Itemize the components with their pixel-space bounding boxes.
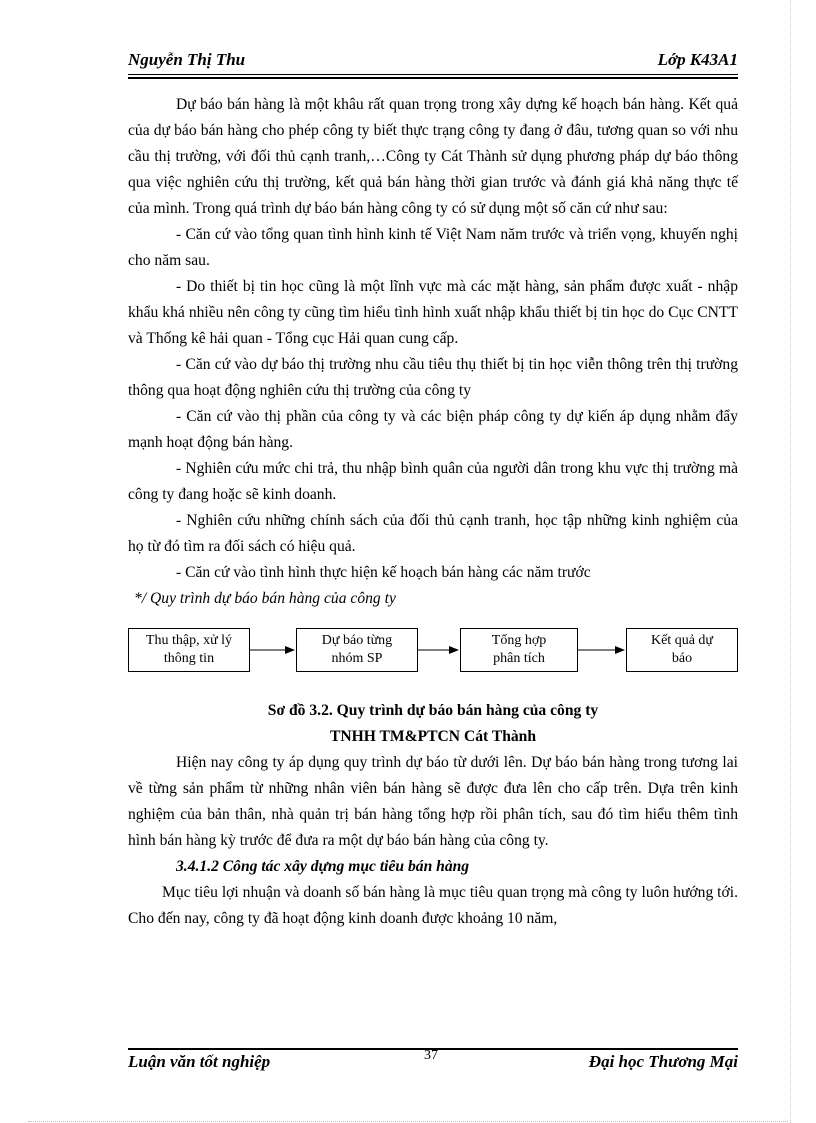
footer-left: Luận văn tốt nghiệp <box>128 1052 271 1071</box>
box-text: Thu thập, xử lý <box>145 633 233 648</box>
list-item: - Nghiên cứu mức chi trả, thu nhập bình quân của người dân trong khu vực thị trường mà công ty đang hoặc sẽ kinh doanh. <box>128 460 738 503</box>
flow-box-analyze <box>460 628 578 672</box>
flow-box-collect <box>128 628 250 672</box>
page-header <box>128 50 738 74</box>
diagram-caption-company: TNHH TM&PTCN Cát Thành <box>329 728 537 745</box>
flow-box-result <box>626 628 738 672</box>
footer-right: Đại học Thương Mại <box>588 1052 738 1071</box>
subheading: */ Quy trình dự báo bán hàng của công ty <box>134 590 396 607</box>
header-rule-thick <box>128 77 738 79</box>
flow-box-forecast <box>296 628 418 672</box>
box-text: phân tích <box>493 651 545 666</box>
box-text: Kết quả dự <box>650 633 713 648</box>
section-heading: 3.4.1.2 Công tác xây dựng mục tiêu bán hàng <box>176 858 470 875</box>
header-rule <box>128 74 738 75</box>
process-diagram <box>128 618 738 690</box>
box-text: Tổng hợp <box>491 633 547 648</box>
paragraph: Dự báo bán hàng là một khâu rất quan trọng trong xây dựng kế hoạch bán hàng. Kết quả của dự báo bán hàng cho phép công ty biết thực trạng công ty đang ở đâu, tương quan so với nhu cầu thị trường, với đối thủ cạnh tranh,…Công ty Cát Thành sử dụng phương pháp dự báo thông qua việc nghiên cứu thị trường, kết quả bán hàng thời gian trước và đánh giá khả năng thực tế của mình. Trong quá trình dự báo bán hàng công ty có sử dụng một số căn cứ như sau: <box>128 96 738 217</box>
box-text: thông tin <box>163 651 215 666</box>
document-body <box>128 92 738 932</box>
list-item: - Căn cứ vào tổng quan tình hình kinh tế Việt Nam năm trước và triển vọng, khuyến nghị cho năm sau. <box>128 226 738 269</box>
page-edge-dotted-vertical <box>790 0 791 1123</box>
list-item: - Nghiên cứu những chính sách của đối thủ cạnh tranh, học tập những kinh nghiệm của họ từ đó tìm ra đối sách có hiệu quả. <box>128 512 738 555</box>
page-number: 37 <box>424 1048 438 1063</box>
paragraph: Mục tiêu lợi nhuận và doanh số bán hàng là mục tiêu quan trọng mà công ty luôn hướng tới. Cho đến nay, công ty đã hoạt động kinh doanh được khoảng 10 năm, <box>128 884 738 927</box>
list-item: - Căn cứ vào thị phần của công ty và các biện pháp công ty dự kiến áp dụng nhằm đẩy mạnh hoạt động bán hàng. <box>128 408 738 451</box>
box-text: nhóm SP <box>331 651 383 666</box>
list-item: - Do thiết bị tin học cũng là một lĩnh vực mà các mặt hàng, sản phẩm được xuất - nhập khẩu khá nhiều nên công ty cũng tìm hiểu tình hình xuất nhập khẩu thiết bị tin học do Cục CNTT và Thống kê hải quan - Tổng cục Hải quan cung cấp. <box>128 278 738 347</box>
list-item: - Căn cứ vào dự báo thị trường nhu cầu tiêu thụ thiết bị tin học viễn thông trên thị trường thông qua hoạt động nghiên cứu thị trường của công ty <box>128 356 738 399</box>
box-text: báo <box>671 651 693 666</box>
page-edge-dotted <box>28 1121 788 1122</box>
page-footer <box>128 1048 738 1078</box>
box-text: Dự báo từng <box>321 633 393 648</box>
paragraph: Hiện nay công ty áp dụng quy trình dự báo từ dưới lên. Dự báo bán hàng trong tương lai về từng sản phẩm từ những nhân viên bán hàng sẽ được đưa lên cho cấp trên. Dựa trên kinh nghiệm của bản thân, nhà quản trị bán hàng tổng hợp rồi phân tích, sau đó tìm hiểu thêm tình hình bán hàng kỳ trước để đưa ra một dự báo bán hàng của công ty. <box>128 754 738 849</box>
diagram-caption: Sơ đồ 3.2. Quy trình dự báo bán hàng của công ty <box>267 702 599 719</box>
header-author: Nguyễn Thị Thu <box>128 50 246 69</box>
list-item: - Căn cứ vào tình hình thực hiện kế hoạch bán hàng các năm trước <box>176 564 591 581</box>
header-class: Lớp K43A1 <box>657 50 738 69</box>
